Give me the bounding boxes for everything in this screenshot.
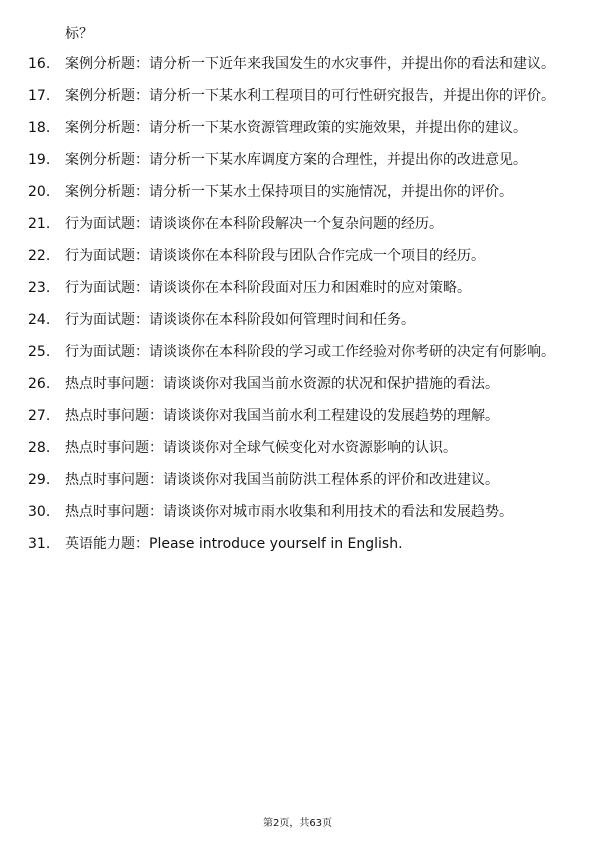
question-number: 20.	[28, 184, 51, 200]
question-item	[0, 438, 555, 459]
question-text: 行为面试题：请谈谈你在本科阶段面对压力和困难时的应对策略。	[65, 280, 471, 296]
question-list	[0, 54, 595, 566]
question-text: 案例分析题：请分析一下近年来我国发生的水灾事件，并提出你的看法和建议。	[65, 56, 555, 72]
question-number: 30.	[28, 504, 51, 520]
question-number: 17.	[28, 88, 51, 104]
question-text: 行为面试题：请谈谈你在本科阶段解决一个复杂问题的经历。	[65, 216, 443, 232]
question-text: 行为面试题：请谈谈你在本科阶段与团队合作完成一个项目的经历。	[65, 248, 485, 264]
question-item	[0, 278, 555, 299]
question-item	[0, 118, 555, 139]
question-item	[0, 374, 555, 395]
question-text: 案例分析题：请分析一下某水资源管理政策的实施效果，并提出你的建议。	[65, 120, 527, 136]
question-text: 热点时事问题：请谈谈你对我国当前水资源的状况和保护措施的看法。	[65, 376, 499, 392]
question-number: 21.	[28, 216, 51, 232]
question-number: 23.	[28, 280, 51, 296]
question-text: 案例分析题：请分析一下某水库调度方案的合理性，并提出你的改进意见。	[65, 152, 527, 168]
question-number: 28.	[28, 440, 51, 456]
page-footer: 第2页，共63页	[262, 818, 333, 829]
question-number: 31.	[28, 536, 51, 552]
question-text: 英语能力题：Please introduce yourself in English.	[65, 536, 403, 552]
question-number: 22.	[28, 248, 51, 264]
question-item	[0, 246, 555, 267]
question-item	[0, 342, 555, 363]
question-number: 16.	[28, 56, 51, 72]
question-item	[0, 470, 555, 491]
question-item	[0, 406, 555, 427]
question-item	[0, 182, 555, 203]
question-number: 18.	[28, 120, 51, 136]
question-text: 热点时事问题：请谈谈你对我国当前水利工程建设的发展趋势的理解。	[65, 408, 499, 424]
question-number: 29.	[28, 472, 51, 488]
question-number: 25.	[28, 344, 51, 360]
question-text: 行为面试题：请谈谈你在本科阶段如何管理时间和任务。	[65, 312, 415, 328]
question-number: 24.	[28, 312, 51, 328]
question-item	[0, 86, 555, 107]
question-item	[0, 214, 555, 235]
question-item	[0, 150, 555, 171]
question-number: 19.	[28, 152, 51, 168]
question-number: 27.	[28, 408, 51, 424]
continued-question-text: 标？	[65, 26, 93, 42]
question-text: 案例分析题：请分析一下某水土保持项目的实施情况，并提出你的评价。	[65, 184, 513, 200]
question-number: 26.	[28, 376, 51, 392]
question-item	[0, 502, 555, 523]
question-text: 案例分析题：请分析一下某水利工程项目的可行性研究报告，并提出你的评价。	[65, 88, 555, 104]
question-text: 热点时事问题：请谈谈你对全球气候变化对水资源影响的认识。	[65, 440, 457, 456]
question-item	[0, 54, 555, 75]
question-text: 行为面试题：请谈谈你在本科阶段的学习或工作经验对你考研的决定有何影响。	[65, 344, 555, 360]
question-text: 热点时事问题：请谈谈你对我国当前防洪工程体系的评价和改进建议。	[65, 472, 499, 488]
question-text: 热点时事问题：请谈谈你对城市雨水收集和利用技术的看法和发展趋势。	[65, 504, 513, 520]
question-item	[0, 534, 555, 555]
question-item	[0, 310, 555, 331]
